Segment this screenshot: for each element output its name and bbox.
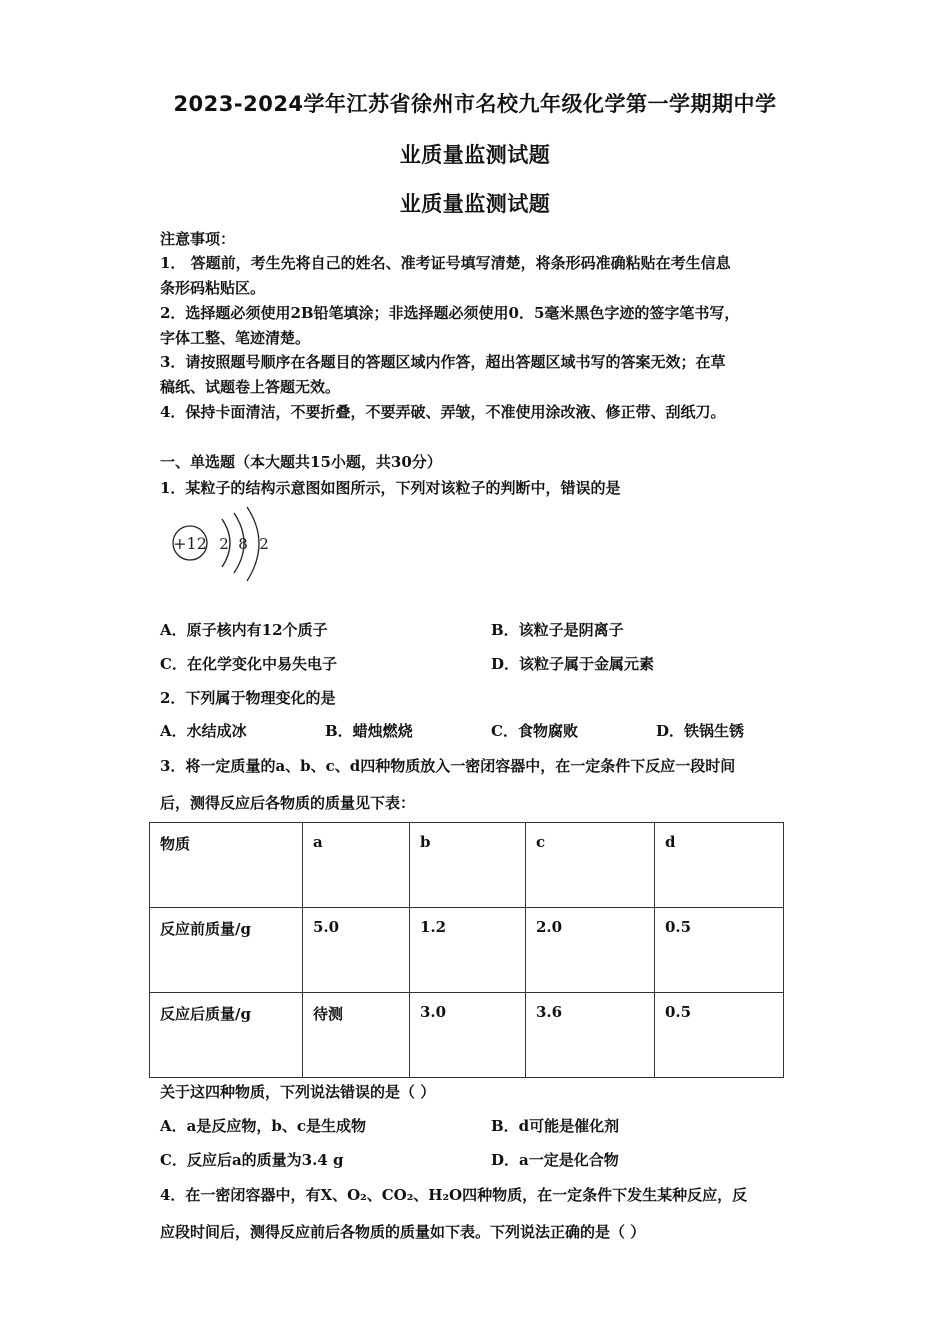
electron-shell-3 [247,507,259,581]
q1-option-c: C．在化学变化中易失电子 [160,655,337,673]
notice-item-1: 1． 答题前，考生先将自己的姓名、准考证号填写清楚，将条形码准确粘贴在考生信息 [160,254,731,272]
exam-title-line3: 业质量监测试题 [399,192,551,216]
table-cell: 0.5 [655,993,784,1078]
atom-structure-diagram [168,505,288,591]
q2-option-d: D．铁锅生锈 [656,722,745,740]
notice-item-2-cont: 字体工整、笔迹清楚。 [160,329,311,347]
mass-table [149,822,784,1078]
nucleus-charge: +12 [173,534,207,553]
table-cell: 待测 [303,993,410,1078]
table-cell: 1.2 [410,908,526,993]
table-cell: b [410,823,526,908]
q2-option-a: A．水结成冰 [160,722,247,740]
q4-stem-line2: 应段时间后，测得反应前后各物质的质量如下表。下列说法正确的是（ ） [160,1223,646,1241]
table-cell: 0.5 [655,908,784,993]
exam-title-line1: 2023-2024学年江苏省徐州市名校九年级化学第一学期期中学 [173,92,777,116]
q1-option-d: D．该粒子属于金属元素 [491,655,655,673]
notice-item-4: 4．保持卡面清洁，不要折叠，不要弄破、弄皱，不准使用涂改液、修正带、刮纸刀。 [160,403,726,421]
q1-stem: 1．某粒子的结构示意图如图所示，下列对该粒子的判断中，错误的是 [160,479,621,497]
table-cell: 3.6 [526,993,655,1078]
notice-heading: 注意事项： [160,230,236,248]
table-cell: d [655,823,784,908]
table-cell: 反应前质量/g [150,908,303,993]
notice-item-3-cont: 稿纸、试题卷上答题无效。 [160,378,341,396]
q3-option-c: C．反应后a的质量为3.4 g [160,1151,344,1169]
notice-item-3: 3．请按照题号顺序在各题目的答题区域内作答，超出答题区域书写的答案无效；在草 [160,353,726,371]
notice-item-1-cont: 条形码粘贴区。 [160,279,266,297]
table-cell: a [303,823,410,908]
q4-stem-line1: 4．在一密闭容器中，有X、O₂、CO₂、H₂O四种物质，在一定条件下发生某种反应，反 [160,1186,748,1204]
table-cell: 2.0 [526,908,655,993]
shell-electrons-1: 2 [219,535,229,553]
q3-ask: 关于这四种物质，下列说法错误的是（ ） [160,1083,436,1101]
table-cell: c [526,823,655,908]
exam-title-line2: 业质量监测试题 [399,143,551,167]
section-heading: 一、单选题（本大题共15小题，共30分） [160,453,442,471]
table-row [150,908,784,993]
q3-option-a: A．a是反应物，b、c是生成物 [160,1117,366,1135]
q2-stem: 2．下列属于物理变化的是 [160,689,336,707]
q1-option-a: A．原子核内有12个质子 [160,621,328,639]
table-row [150,823,784,908]
table-row [150,993,784,1078]
notice-item-2: 2．选择题必须使用2B铅笔填涂；非选择题必须使用0．5毫米黑色字迹的签字笔书写， [160,304,740,322]
table-cell: 3.0 [410,993,526,1078]
shell-electrons-2: 8 [238,535,248,553]
q3-stem-line2: 后，测得反应后各物质的质量见下表： [160,794,416,812]
q2-option-c: C．食物腐败 [491,722,578,740]
q3-option-d: D．a一定是化合物 [491,1151,619,1169]
table-cell: 5.0 [303,908,410,993]
q2-option-b: B．蜡烛燃烧 [325,722,413,740]
q3-option-b: B．d可能是催化剂 [491,1117,620,1135]
q1-option-b: B．该粒子是阴离子 [491,621,624,639]
table-cell: 反应后质量/g [150,993,303,1078]
q3-stem-line1: 3．将一定质量的a、b、c、d四种物质放入一密闭容器中，在一定条件下反应一段时间 [160,757,736,775]
table-cell: 物质 [150,823,303,908]
shell-electrons-3: 2 [259,535,269,553]
